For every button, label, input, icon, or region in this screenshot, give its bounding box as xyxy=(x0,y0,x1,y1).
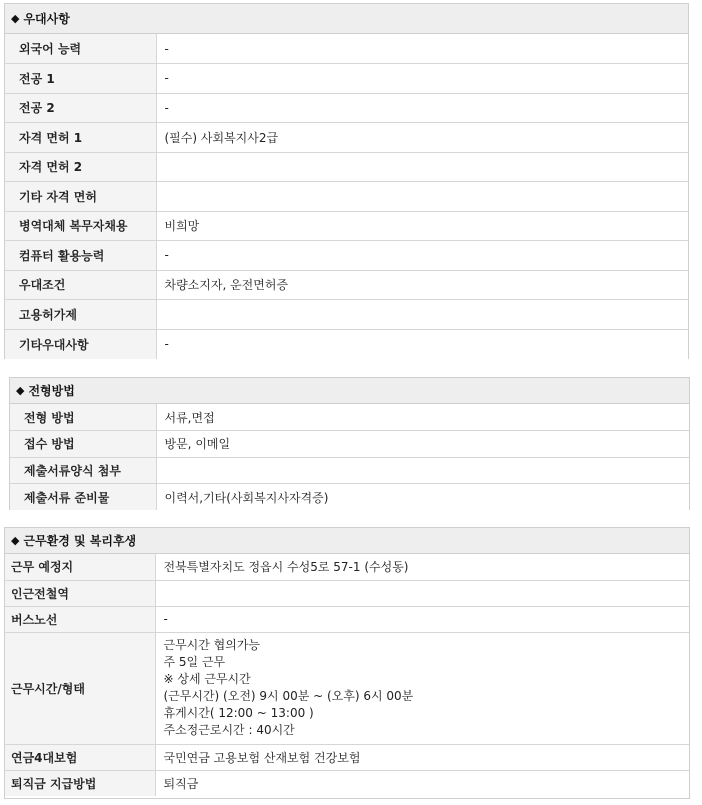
row-value: 비희망 xyxy=(156,211,688,241)
row-label: 접수 방법 xyxy=(10,431,156,458)
row-label: 고용허가제 xyxy=(5,300,156,330)
work-hours-line: 휴게시간( 12:00 ~ 13:00 ) xyxy=(163,706,314,720)
table-row xyxy=(5,182,688,212)
row-label: 기타우대사항 xyxy=(5,329,156,359)
diamond-bullet-icon: ◆ xyxy=(11,12,20,25)
row-value xyxy=(156,182,688,212)
row-value: 차량소지자, 운전면허증 xyxy=(156,270,688,300)
work-hours-line: 주소정근로시간 : 40시간 xyxy=(163,723,295,737)
row-label: 제출서류양식 첨부 xyxy=(10,457,156,484)
row-label: 외국어 능력 xyxy=(5,34,156,64)
diamond-bullet-icon: ◆ xyxy=(16,384,25,397)
table-row xyxy=(5,241,688,271)
table-row xyxy=(5,34,688,64)
row-value: 국민연금 고용보험 산재보험 건강보험 xyxy=(155,744,689,770)
table-row xyxy=(10,404,689,431)
row-label: 전형 방법 xyxy=(10,404,156,431)
table-row xyxy=(5,632,689,744)
row-value: 퇴직금 xyxy=(155,770,689,796)
work-hours-line: 근무시간 협의가능 xyxy=(163,638,261,652)
selection-header xyxy=(10,378,689,404)
row-label: 전공 1 xyxy=(5,64,156,94)
row-label: 자격 면허 1 xyxy=(5,123,156,153)
work-hours-value xyxy=(155,632,689,744)
table-row xyxy=(5,123,688,153)
work-hours-line: ※ 상세 근무시간 xyxy=(163,672,251,686)
row-label: 근무 예정지 xyxy=(5,554,155,580)
selection-section xyxy=(9,377,690,510)
row-label: 자격 면허 2 xyxy=(5,152,156,182)
selection-table xyxy=(10,404,689,510)
table-row xyxy=(5,580,689,606)
selection-title: 전형방법 xyxy=(28,384,75,398)
table-row xyxy=(5,554,689,580)
row-value: - xyxy=(155,606,689,632)
row-value: 방문, 이메일 xyxy=(156,431,689,458)
row-value: - xyxy=(156,64,688,94)
table-row xyxy=(5,64,688,94)
row-value xyxy=(156,457,689,484)
row-value: 이력서,기타(사회복지사자격증) xyxy=(156,484,689,511)
work-table xyxy=(5,554,689,796)
table-row xyxy=(5,152,688,182)
row-label: 병역대체 복무자채용 xyxy=(5,211,156,241)
row-label: 전공 2 xyxy=(5,93,156,123)
row-label: 근무시간/형태 xyxy=(5,632,155,744)
work-hours-line: 주 5일 근무 xyxy=(163,655,226,669)
row-value: - xyxy=(156,93,688,123)
preferential-table xyxy=(5,34,688,359)
row-label: 제출서류 준비물 xyxy=(10,484,156,511)
table-row xyxy=(10,457,689,484)
row-value xyxy=(156,152,688,182)
work-title: 근무환경 및 복리후생 xyxy=(23,534,137,548)
row-value: - xyxy=(156,241,688,271)
row-label: 연금4대보험 xyxy=(5,744,155,770)
table-row xyxy=(5,211,688,241)
preferential-title: 우대사항 xyxy=(23,12,70,26)
work-hours-line: (근무시간) (오전) 9시 00분 ~ (오후) 6시 00분 xyxy=(163,689,414,703)
diamond-bullet-icon: ◆ xyxy=(11,534,20,547)
table-row xyxy=(5,329,688,359)
row-label: 인근전철역 xyxy=(5,580,155,606)
preferential-section xyxy=(4,3,689,359)
table-row xyxy=(10,431,689,458)
table-row xyxy=(5,93,688,123)
row-value: - xyxy=(156,329,688,359)
row-value xyxy=(155,580,689,606)
row-value: 전북특별자치도 정읍시 수성5로 57-1 (수성동) xyxy=(155,554,689,580)
row-label: 컴퓨터 활용능력 xyxy=(5,241,156,271)
table-row xyxy=(5,270,688,300)
preferential-header xyxy=(5,4,688,34)
table-row xyxy=(5,300,688,330)
row-value: (필수) 사회복지사2급 xyxy=(156,123,688,153)
row-label: 버스노선 xyxy=(5,606,155,632)
row-label: 기타 자격 면허 xyxy=(5,182,156,212)
work-header xyxy=(5,528,689,554)
row-value xyxy=(156,300,688,330)
table-row xyxy=(5,606,689,632)
table-row xyxy=(10,484,689,511)
work-section xyxy=(4,527,690,799)
row-label: 퇴직금 지급방법 xyxy=(5,770,155,796)
table-row xyxy=(5,744,689,770)
table-row xyxy=(5,770,689,796)
row-label: 우대조건 xyxy=(5,270,156,300)
row-value: 서류,면접 xyxy=(156,404,689,431)
row-value: - xyxy=(156,34,688,64)
